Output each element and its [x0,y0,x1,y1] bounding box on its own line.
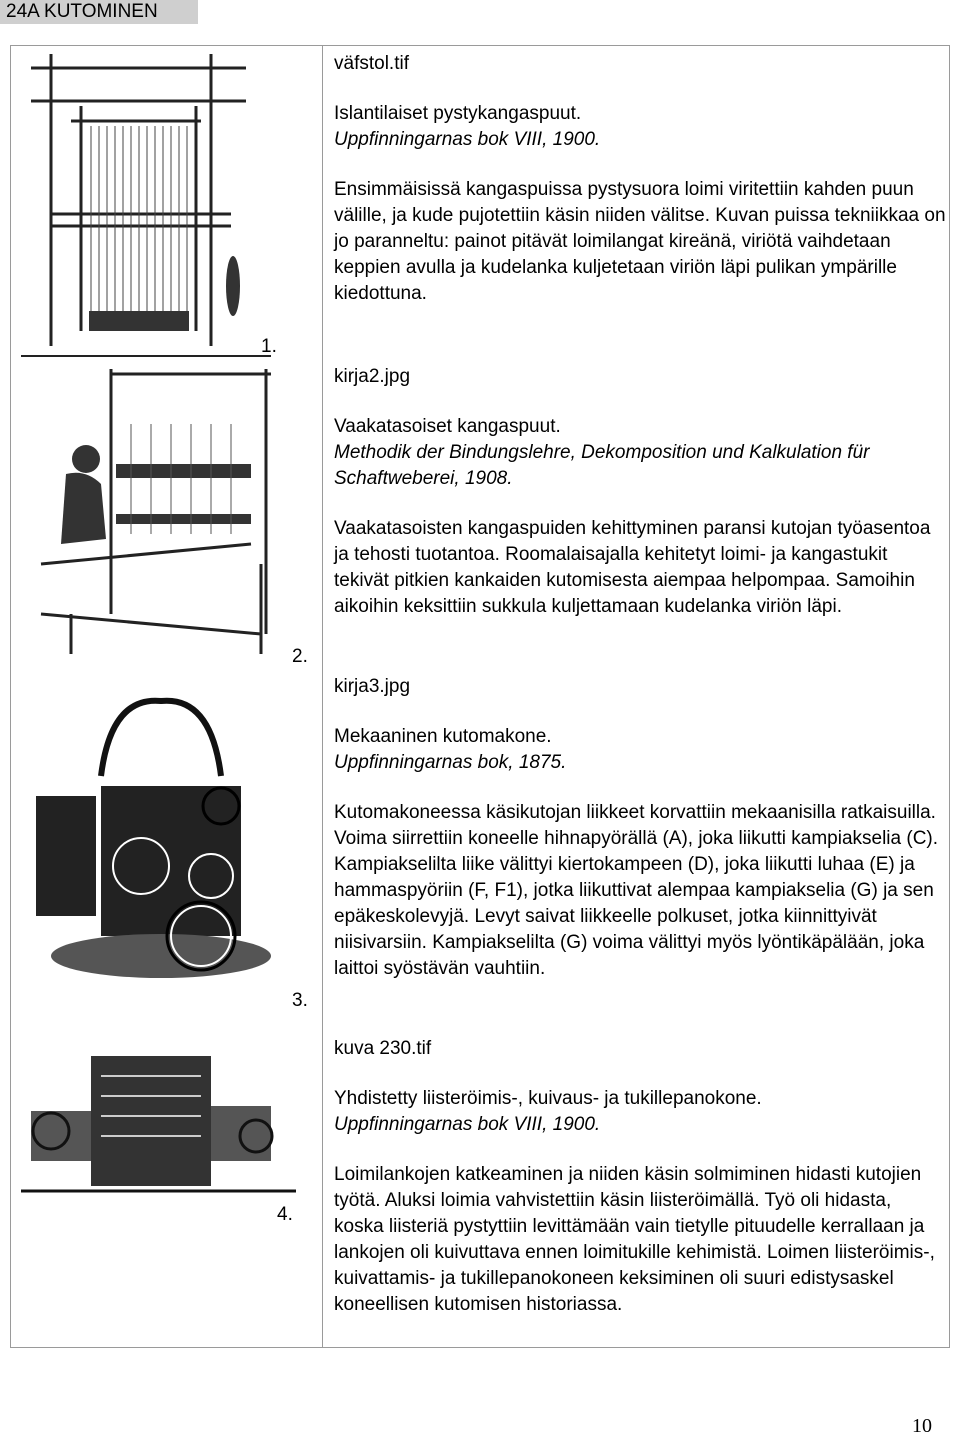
source: Methodik der Bindungslehre, Dekomposition und Kalkulation für Schaftweberei, 1908. [334,442,870,489]
source: Uppfinningarnas bok VIII, 1900. [334,129,601,150]
entry-4-text [334,1036,946,1318]
section-title: 24A KUTOMINEN [0,0,198,24]
caption: Yhdistetty liisteröimis-, kuivaus- ja tukillepanokone. [334,1088,762,1109]
content-table [10,45,950,1348]
entry-number: 1. [261,336,277,357]
description: Ensimmäisissä kangaspuissa pystysuora loimi viritettiin kahden puun välille, ja kude pujotettiin käsin niiden välitse. Kuvan puissa tekniikkaa on jo paranneltu: painot pitävät loimilangat kireänä, viriötä vaihdetaan keppien avulla ja kudelanka kuljetetaan viriön läpi pulikan ympärille kiedottuna. [334,179,946,304]
caption: Vaakatasoiset kangaspuut. [334,416,561,437]
filename: väfstol.tif [334,53,409,74]
entry-3-text [334,674,946,982]
entry-1-text [334,51,946,307]
mechanical-loom-illustration [11,676,306,1018]
entry-number: 4. [277,1204,293,1225]
column-divider [322,46,323,1347]
description: Vaakatasoisten kangaspuiden kehittyminen paransi kutojan työasentoa ja tehosti tuotantoa. Roomalaisajalla kehitetyt loimi- ja kangastukit tekivät pitkien kankaiden kutomisesta aiempaa helpompaa. Samoihin aikoihin keksittiin sukkula kuljettamaan kudelanka viriön läpi. [334,518,931,617]
description: Loimilankojen katkeaminen ja niiden käsin solmiminen hidasti kutojien työtä. Aluksi loimia vahvistettiin käsin liisteröimällä. Työ oli hidasta, koska liisteriä pystyttiin levittämään vain tietylle pituudelle kerrallaan ja lankojen oli kuivuttava ennen loimitukille kehimistä. Loimen liisteröimis-, kuivattamis- ja tukillepanokoneen keksiminen oli suuri edistysaskel koneellisen kutomisen historiassa. [334,1164,935,1315]
filename: kirja3.jpg [334,676,411,697]
filename: kirja2.jpg [334,366,411,387]
entry-number: 2. [292,646,308,667]
image-cell-1 [11,46,322,364]
caption: Mekaaninen kutomakone. [334,726,552,747]
filename: kuva 230.tif [334,1038,432,1059]
image-cell-4 [11,1036,322,1349]
page-number: 10 [912,1415,932,1437]
source: Uppfinningarnas bok VIII, 1900. [334,1114,601,1135]
sizing-machine-illustration [11,1036,306,1236]
caption: Islantilaiset pystykangaspuut. [334,103,582,124]
description: Kutomakoneessa käsikutojan liikkeet korvattiin mekaanisilla ratkaisuilla. Voima siirrettiin koneelle hihnapyörällä (A), joka liikutti kampiakselia (C). Kampiakselilta liike välittyi kiertokampeen (D), joka liikutti luhaa (E) ja hammaspyöriin (F, F1), jotka liikuttivat alempaa kampiakselia (G) ja sen epäkeskolevyjä. Levyt saivat liikkeelle polkuset, jotka kiinnittyivät niisivarsiin. Kampiakselilta (G) voima välittyi myös lyöntikäpälään, joka laittoi syöstävän vauhtiin. [334,802,939,979]
entry-number: 3. [292,990,308,1011]
upright-loom-illustration [11,46,311,364]
image-cell-2 [11,364,322,676]
entry-2-text [334,364,946,620]
horizontal-loom-weaver-illustration [11,364,301,676]
image-cell-3 [11,676,322,1018]
source: Uppfinningarnas bok, 1875. [334,752,567,773]
